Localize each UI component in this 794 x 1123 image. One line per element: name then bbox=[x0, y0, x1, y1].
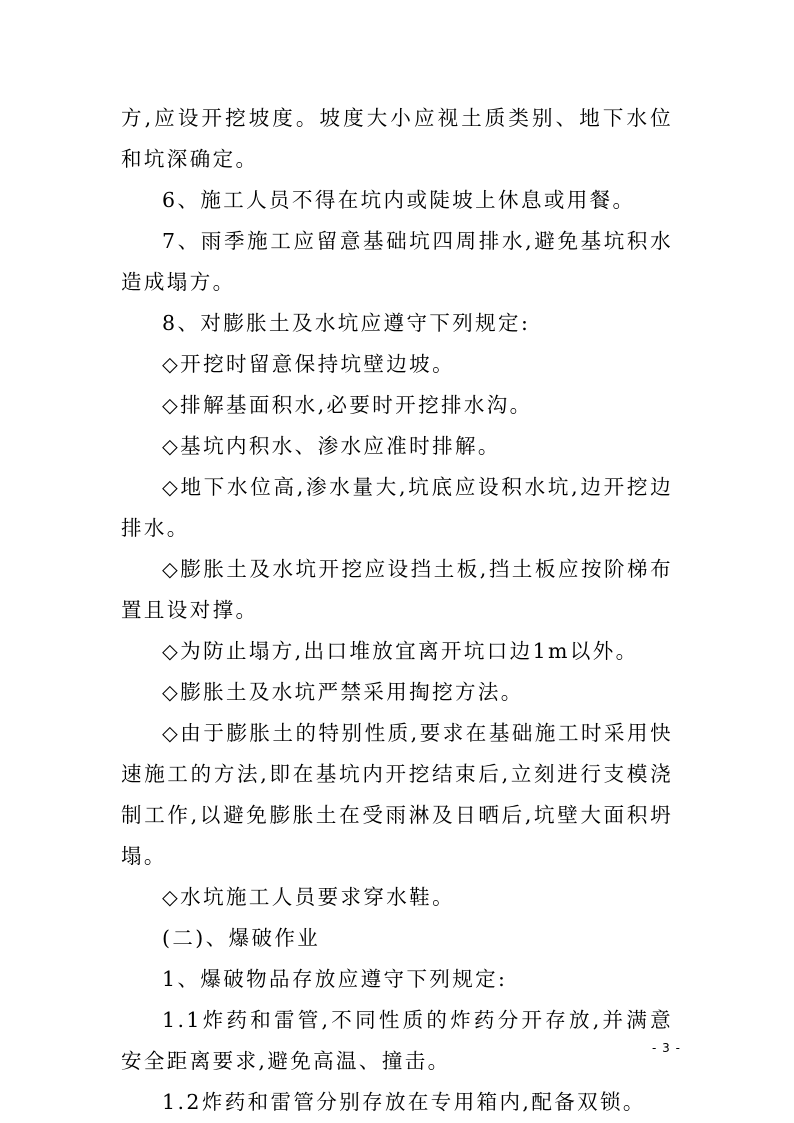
body-text bbox=[121, 98, 673, 1123]
bullet-item: ◇为防止塌方,出口堆放宜离开坑口边1m以外。 bbox=[162, 639, 639, 663]
paragraph-item-7: 7、雨季施工应留意基础坑四周排水,避免基坑积水造成塌方。 bbox=[121, 229, 673, 294]
bullet-item: ◇开挖时留意保持坑壁边坡。 bbox=[162, 352, 455, 376]
bullet-item: ◇基坑内积水、渗水应准时排解。 bbox=[162, 434, 501, 458]
bullet-item: ◇由于膨胀土的特别性质,要求在基础施工时采用快速施工的方法,即在基坑内开挖结束后,立刻进行支模浇制工作,以避免膨胀土在受雨淋及日晒后,坑壁大面积坍塌。 bbox=[121, 721, 673, 868]
bullet-item: ◇排解基面积水,必要时开挖排水沟。 bbox=[162, 393, 533, 417]
paragraph-continuation: 方,应设开挖坡度。坡度大小应视土质类别、地下水位和坑深确定。 bbox=[121, 106, 673, 171]
paragraph-item-8: 8、对膨胀土及水坑应遵守下列规定: bbox=[162, 311, 531, 335]
paragraph-item-6: 6、施工人员不得在坑内或陡坡上休息或用餐。 bbox=[162, 188, 636, 212]
page-number: - 3 - bbox=[652, 1041, 681, 1055]
paragraph-item-1-2: 1.2炸药和雷管分别存放在专用箱内,配备双锁。 bbox=[162, 1090, 646, 1114]
bullet-item: ◇地下水位高,渗水量大,坑底应设积水坑,边开挖边排水。 bbox=[121, 475, 673, 540]
bullet-item: ◇膨胀土及水坑严禁采用掏挖方法。 bbox=[162, 680, 524, 704]
paragraph-item-1: 1、爆破物品存放应遵守下列规定: bbox=[162, 967, 508, 991]
section-heading: (二)、爆破作业 bbox=[162, 926, 321, 950]
paragraph-item-1-1: 1.1炸药和雷管,不同性质的炸药分开存放,并满意安全距离要求,避免高温、撞击。 bbox=[121, 1008, 673, 1073]
bullet-item: ◇膨胀土及水坑开挖应设挡土板,挡土板应按阶梯布置且设对撑。 bbox=[121, 557, 673, 622]
bullet-item: ◇水坑施工人员要求穿水鞋。 bbox=[162, 885, 455, 909]
